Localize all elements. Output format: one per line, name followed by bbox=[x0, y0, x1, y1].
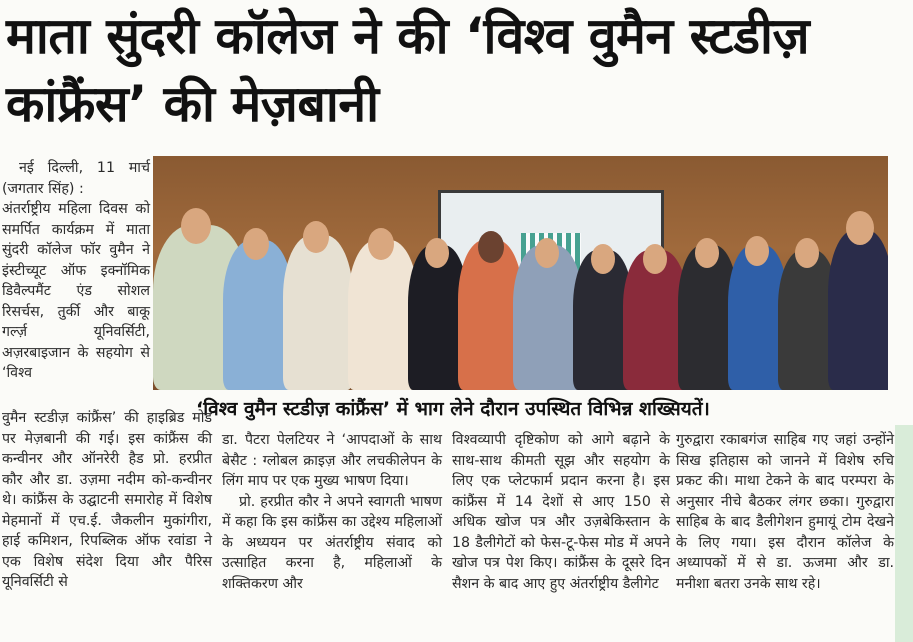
person bbox=[828, 230, 888, 390]
column-2 bbox=[222, 430, 442, 594]
photo-caption: ‘विश्व वुमैन स्टडीज़ कांफ्रैंस’ में भाग लेने दौरान उपस्थित विभिन्न शख्सियतें। bbox=[196, 398, 710, 420]
column-1-bottom bbox=[2, 408, 212, 593]
column-1-top bbox=[2, 158, 150, 384]
dateline: नई दिल्ली, 11 मार्च (जगतार सिंह) : bbox=[2, 160, 150, 197]
group-photo bbox=[153, 156, 888, 390]
headline: माता सुंदरी कॉलेज ने की ‘विश्व वुमैन स्टडीज़ कांफ्रैंस’ की मेज़बानी bbox=[6, 7, 810, 133]
paragraph: गुरुद्वारा रकाबगंज साहिब गए जहां उन्होंने सिख इतिहास को जानने में विशेष रुचि प्रकट की। माथा टेकने के बाद परम्परा के अनुसार नीचे बैठकर लंगर छका। गुरुद्वारा साहिब के बाद डैलीगेशन हुमायूं टोम देखने के लिए गया। इस दौरान कॉलेज के अध्यापकों में से डा. ऊजमा और डा. मनीशा बतरा उनके साथ रहे। bbox=[676, 432, 894, 592]
paragraph: डा. पैटरा पेलटियर ने ‘आपदाओं के साथ बेसैट : ग्लोबल क्राइज़ और लचकीलेपन के लिंग माप पर एक मुख्य भाषण दिया। bbox=[222, 432, 442, 489]
paragraph: वुमैन स्टडीज़ कांफ्रैंस’ की हाइब्रिड मोड पर मेज़बानी की गई। इस कांफ्रैंस की कन्वीनर और ऑनरेरी हैड प्रो. हरप्रीत कौर और डा. उज़मा नदीम को-कन्वीनर थे। कांफ्रैंस के उद्घाटनी समारोह में विशेष मेहमानों में एच.ई. जैकलीन मुकांगीरा, हाई कमिशन, रिपब्लिक ऑफ रवांडा ने एक विशेष संदेश दिया और पैरिस यूनिवर्सिटी से bbox=[2, 410, 212, 590]
column-3 bbox=[452, 430, 670, 594]
paragraph: प्रो. हरप्रीत कौर ने अपने स्वागती भाषण में कहा कि इस कांफ्रैंस का उद्देश्य महिलाओं के अध्ययन पर अंतर्राष्ट्रीय संवाद को उत्साहित करना है, महिलाओं के शक्तिकरण और bbox=[222, 493, 442, 592]
paragraph: विश्वव्यापी दृष्टिकोण को आगे बढ़ाने के साथ-साथ कीमती सूझ और सहयोग के लिए एक प्लेटफार्म प्रदान करना है। इस कांफ्रैंस में 14 देशों से आए 150 से अधिक खोज पत्र और उज़बेकिस्तान के 18 डैलीगेटों को फेस-टू-फेस मोड में अपने खोज पत्र पेश किए। कांफ्रैंस के दूसरे दिन सैशन के बाद आए हुए अंतर्राष्ट्रीय डैलीगेट bbox=[452, 432, 670, 592]
adjacent-article-strip bbox=[895, 425, 913, 642]
person bbox=[283, 235, 353, 390]
column-4 bbox=[676, 430, 894, 594]
paragraph: अंतर्राष्ट्रीय महिला दिवस को समर्पित कार्यक्रम में माता सुंदरी कॉलेज फॉर वुमैन ने इंस्टीच्यूट ऑफ इक्नॉमिक डिवैल्पमैंट एंड सोशल रिसर्चस, तुर्की और बाकू गर्ल्ज़ यूनिवर्सिटी, अज़रबाइजान के सहयोग से ‘विश्व bbox=[2, 201, 150, 381]
